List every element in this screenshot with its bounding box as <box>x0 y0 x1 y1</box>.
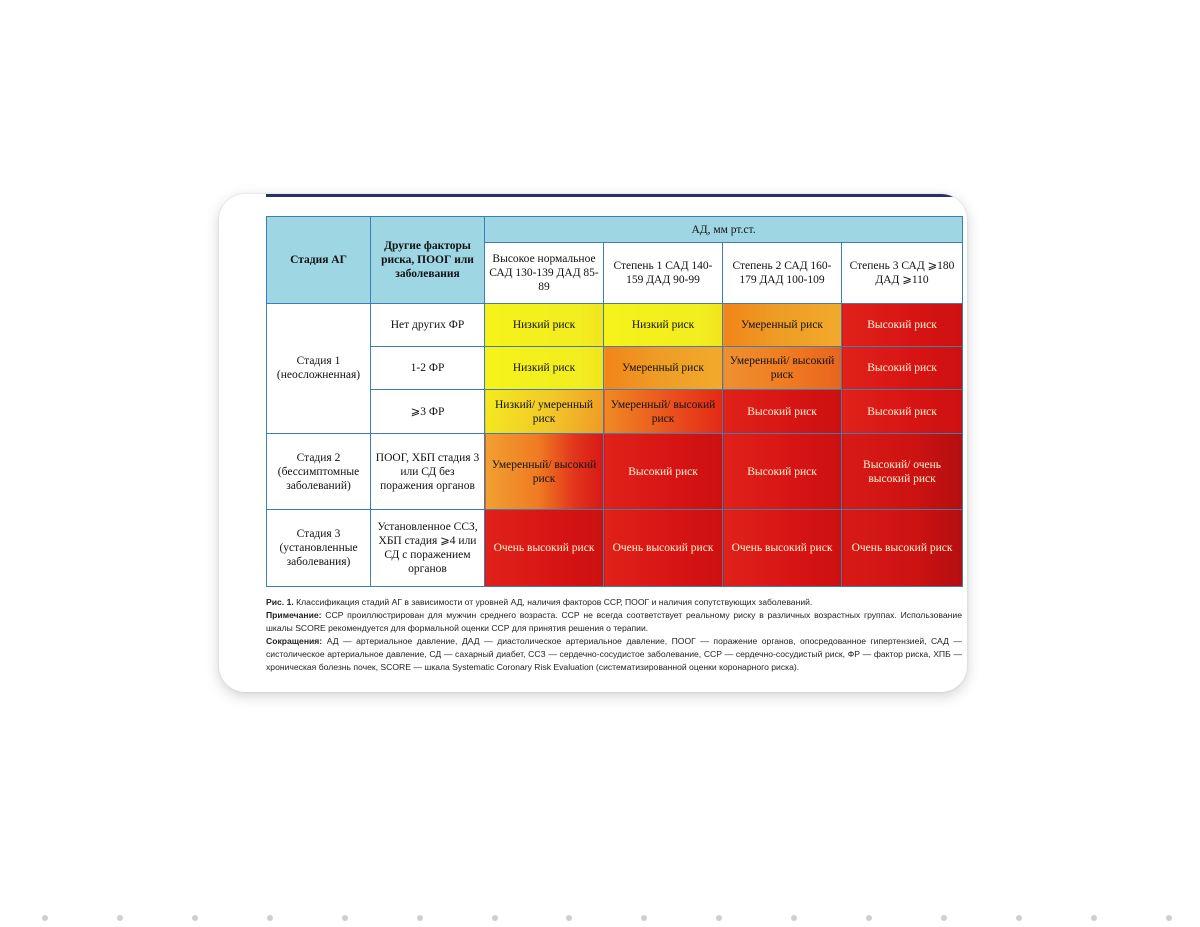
page-dot[interactable] <box>941 915 947 921</box>
caption-figure-line <box>266 596 962 609</box>
risk-cell: Умеренный/ высокий риск <box>604 390 723 433</box>
page-dot[interactable] <box>866 915 872 921</box>
risk-cell: Очень высокий риск <box>842 510 963 587</box>
caption-abbr-text: АД — артериальное давление, ДАД — диастолическое артериальное давление, ПООГ — поражение органов, опосредованное гипертензией, САД — систолическое артериальное давление, СД — сахарный диабет, ССЗ — сердечно-сосудистое заболевание, ССР — сердечно-сосудистый риск, ФР — фактор риска, ХПБ — хроническая болезнь почек, SCORE — шкала Systematic Coronary Risk Evaluation (систематизированной оценки коронарного риска). <box>266 636 962 673</box>
figure-caption <box>266 596 962 674</box>
caption-note-text: ССР проиллюстрирован для мужчин среднего возраста. ССР не всегда соответствует реальному риску в различных возрастных группах. Использование шкалы SCORE рекомендуется для формальной оценки ССР для принятия решения о терапии. <box>266 610 962 634</box>
risk-cell: Умеренный/ высокий риск <box>723 347 842 390</box>
risk-cell: Умеренный риск <box>604 347 723 390</box>
risk-cell: Высокий/ очень высокий риск <box>842 433 963 510</box>
risk-cell: Умеренный/ высокий риск <box>485 433 604 510</box>
risk-cell: Очень высокий риск <box>604 510 723 587</box>
risk-cell: Низкий риск <box>485 347 604 390</box>
factor-row-4: ПООГ, ХБП стадия 3 или СД без поражения органов <box>371 433 485 510</box>
factor-row-3: ⩾3 ФР <box>371 390 485 433</box>
header-factors: Другие факторы риска, ПООГ или заболевания <box>371 217 485 304</box>
page-dot[interactable] <box>641 915 647 921</box>
page-dot[interactable] <box>192 915 198 921</box>
factor-row-5: Установленное ССЗ, ХБП стадия ⩾4 или СД с поражением органов <box>371 510 485 587</box>
page-dot[interactable] <box>716 915 722 921</box>
page-dot[interactable] <box>1091 915 1097 921</box>
factor-row-2: 1-2 ФР <box>371 347 485 390</box>
pagination-dots <box>42 914 1172 922</box>
risk-cell: Низкий/ умеренный риск <box>485 390 604 433</box>
page-dot[interactable] <box>1016 915 1022 921</box>
header-bp-grade-1: Степень 1 САД 140-159 ДАД 90-99 <box>604 243 723 303</box>
page-dot[interactable] <box>342 915 348 921</box>
risk-cell: Умеренный риск <box>723 303 842 346</box>
header-bp-grade-3: Степень 3 САД ⩾180 ДАД ⩾110 <box>842 243 963 303</box>
figure-card <box>219 194 967 692</box>
caption-abbr-label: Сокращения: <box>266 636 323 647</box>
page-dot[interactable] <box>417 915 423 921</box>
top-rule <box>266 194 955 197</box>
header-bp-grade-2: Степень 2 САД 160-179 ДАД 100-109 <box>723 243 842 303</box>
stage-3-label: Стадия 3 (установленные заболевания) <box>267 510 371 587</box>
risk-cell: Низкий риск <box>604 303 723 346</box>
page-dot[interactable] <box>117 915 123 921</box>
risk-cell: Высокий риск <box>842 303 963 346</box>
caption-figure-label: Рис. 1. <box>266 597 294 607</box>
risk-cell: Очень высокий риск <box>723 510 842 587</box>
stage-2-label: Стадия 2 (бессимптомные заболеваний) <box>267 433 371 510</box>
caption-abbreviations <box>266 635 962 674</box>
page-dot[interactable] <box>791 915 797 921</box>
risk-cell: Высокий риск <box>842 390 963 433</box>
stage-1-label: Стадия 1 (неосложненная) <box>267 303 371 433</box>
page-dot[interactable] <box>1166 915 1172 921</box>
factor-row-1: Нет других ФР <box>371 303 485 346</box>
page-dot[interactable] <box>566 915 572 921</box>
page-dot[interactable] <box>42 915 48 921</box>
risk-cell: Высокий риск <box>842 347 963 390</box>
header-bp-title: АД, мм рт.ст. <box>485 217 963 243</box>
risk-cell: Низкий риск <box>485 303 604 346</box>
caption-note-label: Примечание: <box>266 610 322 621</box>
risk-cell: Высокий риск <box>604 433 723 510</box>
risk-classification-table <box>266 216 963 587</box>
page-dot[interactable] <box>492 915 498 921</box>
header-bp-high-normal: Высокое нормальное САД 130-139 ДАД 85-89 <box>485 243 604 303</box>
risk-cell: Высокий риск <box>723 390 842 433</box>
header-stage: Стадия АГ <box>267 217 371 304</box>
page-dot[interactable] <box>267 915 273 921</box>
caption-note <box>266 609 962 635</box>
risk-cell: Высокий риск <box>723 433 842 510</box>
risk-cell: Очень высокий риск <box>485 510 604 587</box>
caption-figure-text: Классификация стадий АГ в зависимости от уровней АД, наличия факторов ССР, ПООГ и наличия сопутствующих заболеваний. <box>296 597 813 607</box>
